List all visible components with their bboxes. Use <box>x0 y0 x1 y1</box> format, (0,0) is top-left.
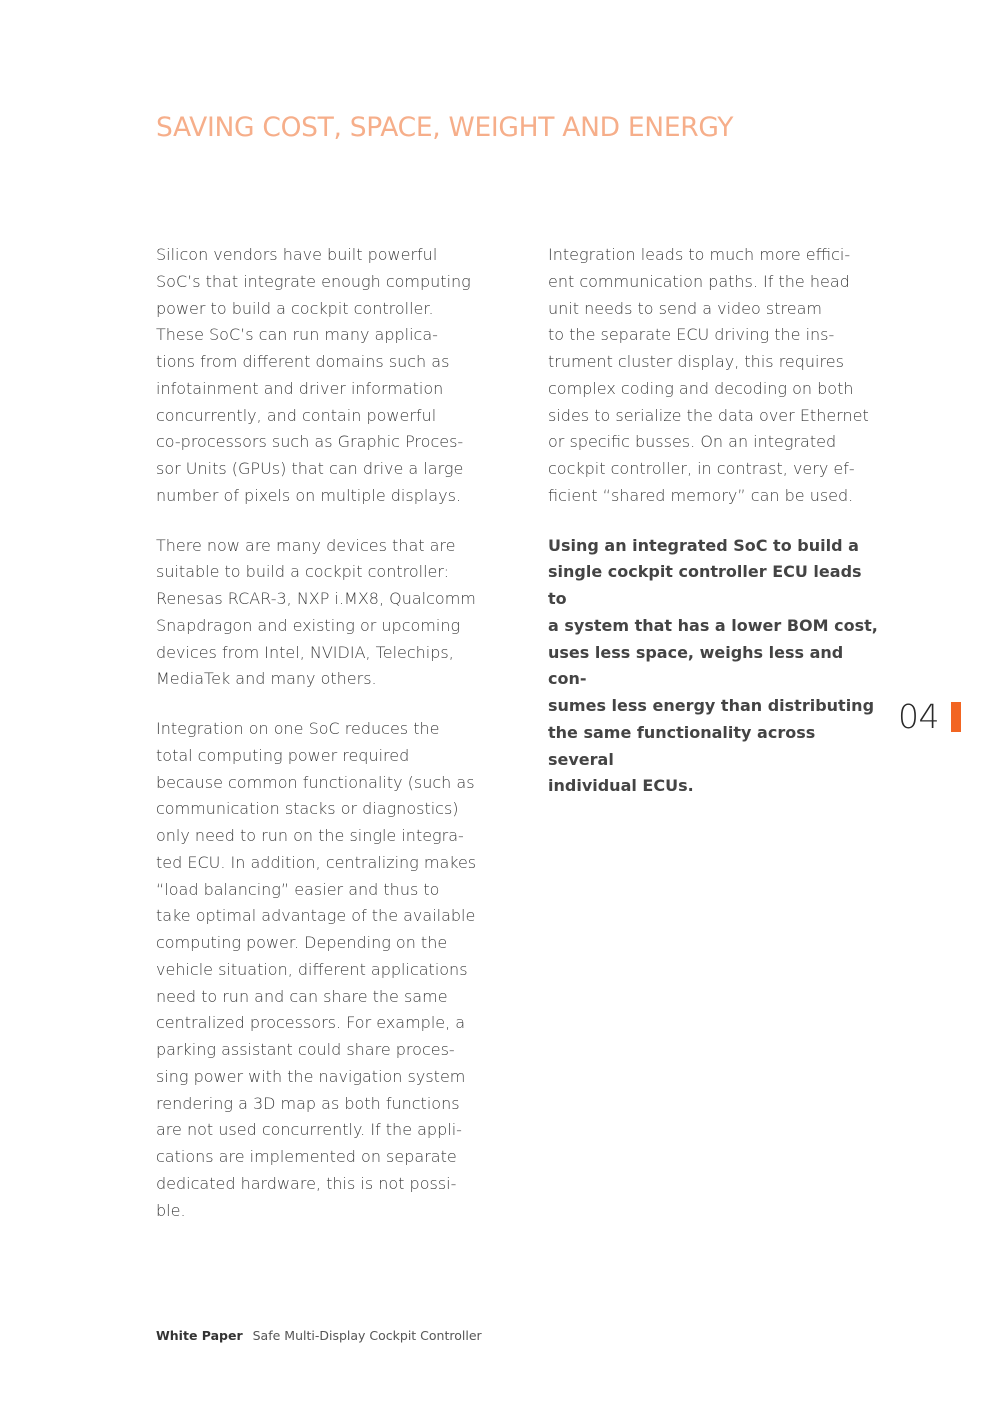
paragraph-integration-power: Integration on one SoC reduces the total computing power required because common functionality (such as communication stacks or diagnostics) only need to run on the single integra- ted ECU. In addition, centralizing makes “load balancing” easier and thus to take optimal advantage of the available computing power. Depending on the vehicle situation, different applications need to run and can share the same centralized processors. For example, a parking assistant could share proces- sing power with the navigation system rendering a 3D map as both functions are not used concurrently. If the appli- cations are implemented on separate dedicated hardware, this is not possi- ble. <box>156 719 477 1220</box>
page-title: SAVING COST, SPACE, WEIGHT AND ENERGY <box>156 112 734 143</box>
page-accent-bar <box>951 702 961 732</box>
footer-label: White Paper <box>156 1328 243 1343</box>
right-column <box>548 242 878 823</box>
paragraph-device-list: There now are many devices that are suitable to build a cockpit controller: Renesas RCAR-3, NXP i.MX8, Qualcomm Snapdragon and existing or upcoming devices from Intel, NVIDIA, Telechips, MediaTek and many others. <box>156 535 476 689</box>
conclusion-paragraph: Using an integrated SoC to build a single cockpit controller ECU leads to a system that has a lower BOM cost, uses less space, weighs less and con- sumes less energy than distributing the same functionality across several individual ECUs. <box>548 535 878 796</box>
page-number: 04 <box>898 697 939 736</box>
paragraph-soc-vendors: Silicon vendors have built powerful SoC’s that integrate enough computing power to build a cockpit controller. These SoC’s can run many applica- tions from different domains such as infotainment and driver information concurrently, and contain powerful co-processors such as Graphic Proces- sor Units (GPUs) that can drive a large number of pixels on multiple displays. <box>156 245 471 505</box>
footer <box>156 1328 482 1343</box>
paragraph-communication-paths: Integration leads to much more effici- ent communication paths. If the head unit needs to send a video stream to the separate ECU driving the ins- trument cluster display, this requires complex coding and decoding on both sides to serialize the data over Ethernet or specific busses. On an integrated cockpit controller, in contrast, very ef- ficient “shared memory” can be used. <box>548 245 869 505</box>
footer-document-title: Safe Multi-Display Cockpit Controller <box>252 1328 482 1343</box>
left-column <box>156 242 486 1247</box>
